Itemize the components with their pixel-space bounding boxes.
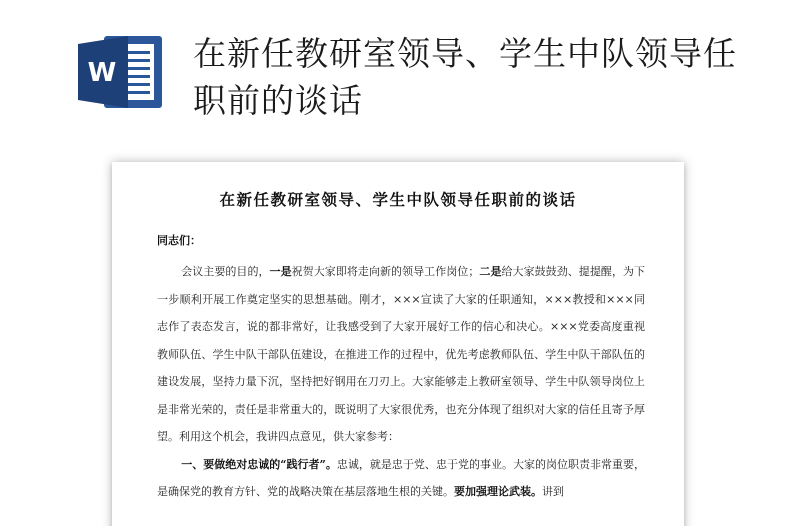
document-body (157, 258, 645, 506)
word-document-icon (76, 32, 164, 112)
text-run: 给大家鼓鼓劲、提提醒，为下一步顺利开展工作奠定坚实的思想基础。刚才，×××宣读了大家的任职通知，×××教授和×××同志作了表态发言，说的都非常好，让我感受到了大家开展好工作的信心和决心。×××党委高度重视教师队伍、学生中队干部队伍建设，在推进工作的过程中，优先考虑教师队伍、学生中队干部队伍的建设发展，坚持力量下沉，坚持把好钢用在刀刃上。大家能够走上教研室领导、学生中队领导岗位上是非常光荣的，责任是非常重大的，既说明了大家很优秀，也充分体现了组织对大家的信任且寄予厚望。利用这个机会，我讲四点意见，供大家参考： (157, 265, 646, 443)
word-letter: W (87, 58, 117, 88)
header (0, 0, 800, 150)
bold-run: 一是 (269, 265, 292, 278)
section-heading: 一、要做绝对忠诚的“践行者”。 (181, 457, 337, 471)
paragraph-1 (157, 258, 645, 451)
text-run: 祝贺大家即将走向新的领导工作岗位； (291, 265, 480, 278)
text-run: 忠诚，就是忠于党、忠于党的事业。大家的岗位职责非常重要，是确保党的教育方针、党的战略决策在基层落地生根的关键。 (157, 457, 646, 498)
header-title: 在新任教研室领导、学生中队领导任职前的谈话 (193, 34, 737, 120)
text-run: 讲到 (542, 485, 564, 498)
paragraph-2 (157, 451, 645, 506)
salutation: 同志们： (157, 234, 201, 247)
bold-run: 要加强理论武装。 (454, 485, 542, 498)
text-run: 会议主要的目的， (181, 265, 270, 278)
document-page (112, 162, 684, 526)
bold-run: 二是 (479, 265, 502, 278)
document-title: 在新任教研室领导、学生中队领导任职前的谈话 (219, 190, 577, 209)
